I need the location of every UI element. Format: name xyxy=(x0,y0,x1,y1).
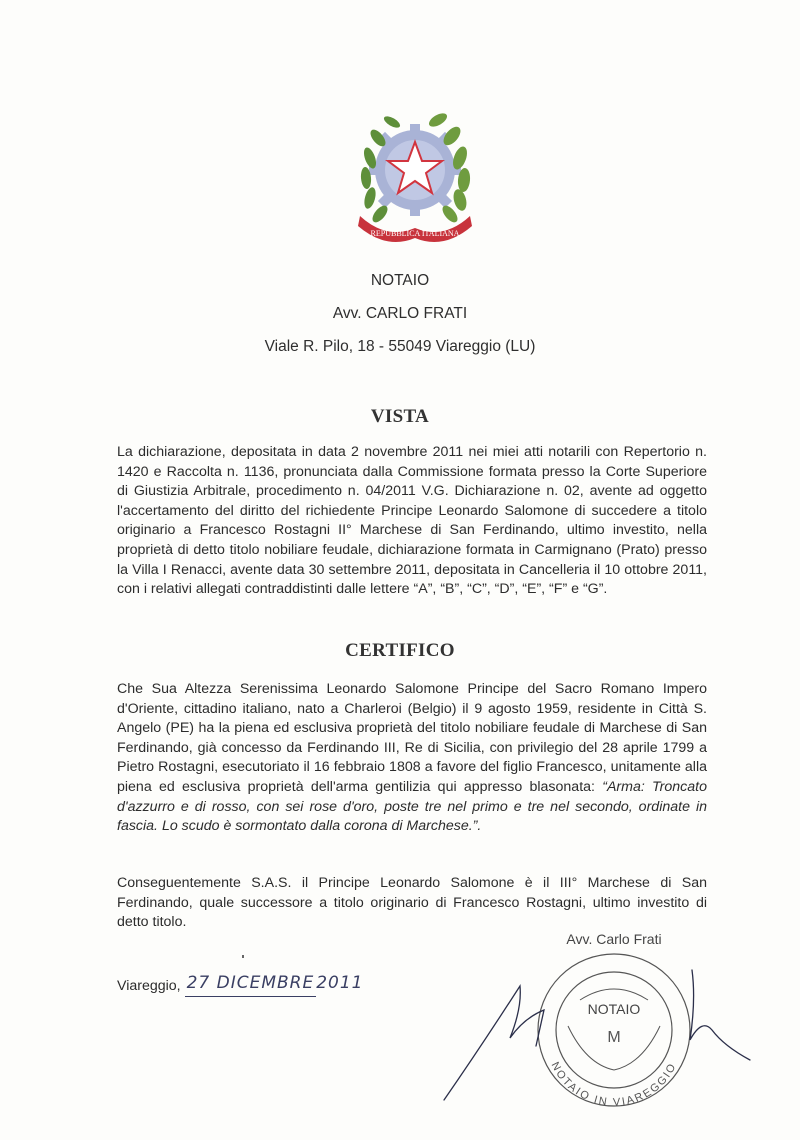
section-title-certifico: CERTIFICO xyxy=(345,640,455,661)
seal-center-letter: M xyxy=(607,1029,621,1046)
notary-name: Avv. CARLO FRATI xyxy=(332,305,468,322)
place-label: Viareggio, xyxy=(117,978,181,994)
handwritten-signature xyxy=(444,970,750,1100)
emblem-banner-text: REPUBBLICA ITALIANA xyxy=(370,229,460,238)
seal-name-stamp: Avv. Carlo Frati xyxy=(566,931,662,947)
certifico-paragraph xyxy=(117,680,707,837)
vista-paragraph: La dichiarazione, depositata in data 2 novembre 2011 nei miei atti notarili con Repertorio n. 1420 e Raccolta n. 1136, pronunciata dalla Commissione formata presso la Corte Superiore di Giustizia Arbitrale, procedimento n. 04/2011 V.G. Dichiarazione n. 02, avente ad oggetto l'accertamento del diritto del richiedente Principe Leonardo Salomone di succedere a titolo originario a Francesco Rostagni II° Marchese di San Ferdinando, ultimo investito, nella proprietà di detto titolo nobiliare feudale, dichiarazione formata in Carmignano (Prato) presso la Villa I Renacci, avente data 30 settembre 2011, depositata in Cancelleria il 10 ottobre 2011, con i relativi allegati contraddistinti dalle lettere “A”, “B”, “C”, “D”, “E”, “F” e “G”. xyxy=(117,444,707,598)
place-date-line xyxy=(117,975,364,997)
coat-of-arms-blazon: “Arma: Troncato d'azzurro e di rosso, con sei rose d'oro, poste tre nel primo e tre nel secondo, ordinate in fascia. Lo scudo è sormontato dalla corona di Marchese.”. xyxy=(117,778,707,835)
section-title-vista: VISTA xyxy=(370,406,430,427)
certifico-text: Che Sua Altezza Serenissima Leonardo Salomone Principe del Sacro Romano Impero d'Oriente, cittadino italiano, nato a Charleroi (Belgio) il 9 agosto 1959, residente in Città S. Angelo (PE) ha la piena ed esclusiva proprietà del titolo nobiliare feudale di Marchese di San Ferdinando, già concesso da Ferdinando III, Re di Sicilia, con privilegio del 28 aprile 1799 a Pietro Rostagni, esecutoriato il 16 febbraio 1808 a favore del figlio Francesco, unitamente alla piena ed esclusiva proprietà dell'arma gentilizia qui appresso blasonata: xyxy=(117,681,707,795)
conclusion-paragraph: Conseguentemente S.A.S. il Principe Leonardo Salomone è il III° Marchese di San Ferdinando, quale successore a titolo originario di Francesco Rostagni, ultimo investito di detto titolo. xyxy=(117,875,707,931)
repubblica-italiana-emblem-icon xyxy=(356,108,474,246)
handwritten-year: 2011 xyxy=(316,973,364,993)
handwritten-date-underline xyxy=(185,975,317,997)
notary-address: Viale R. Pilo, 18 - 55049 Viareggio (LU) xyxy=(264,338,536,355)
handwritten-date: 27 DICEMBRE xyxy=(186,973,315,993)
seal-title-stamp: NOTAIO xyxy=(587,1001,641,1017)
notary-title: NOTAIO xyxy=(370,272,430,289)
seal-outer-text: NOTAIO IN VIAREGGIO xyxy=(548,1060,680,1109)
notary-seal-and-signature xyxy=(440,930,760,1120)
ink-dot xyxy=(242,955,244,958)
